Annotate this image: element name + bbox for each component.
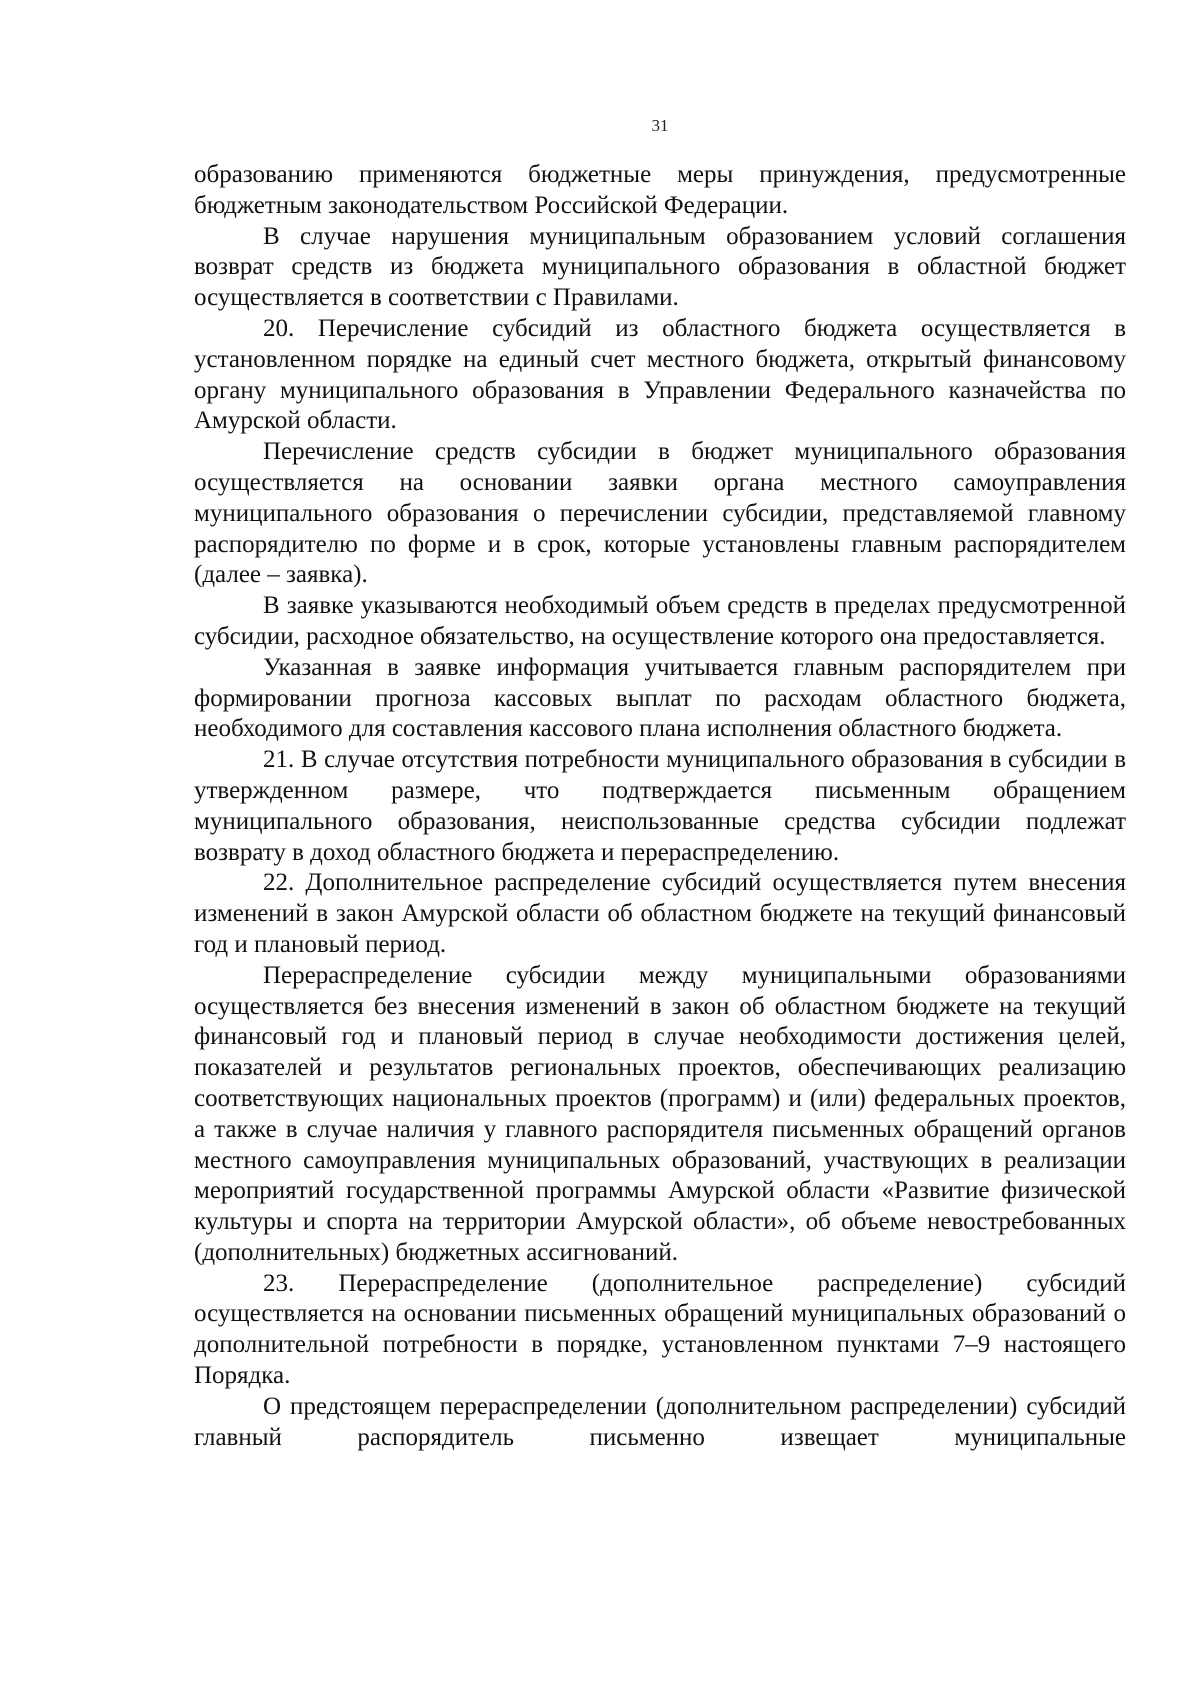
paragraph: В случае нарушения муниципальным образованием условий соглашения возврат средств из бюджета муниципального образования в областной бюджет осуществляется в соответствии с Правилами. xyxy=(194,222,1126,312)
paragraph: образованию применяются бюджетные меры принуждения, предусмотренные бюджетным законодательством Российской Федерации. xyxy=(194,161,1126,219)
paragraph: В заявке указываются необходимый объем средств в пределах предусмотренной субсидии, расходное обязательство, на осуществление которого она предоставляется. xyxy=(194,592,1126,650)
paragraph: Перераспределение субсидии между муниципальными образованиями осуществляется без внесения изменений в закон об областном бюджете на текущий финансовый год и плановый период в случае необходимости достижения целей, показателей и результатов региональных проектов, обеспечивающих реализацию соответствующих национальных проектов (программ) и (или) федеральных проектов, а также в случае наличия у главного распорядителя письменных обращений органов местного самоуправления муниципальных образований, участвующих в реализации мероприятий государственной программы Амурской области «Развитие физической культуры и спорта на территории Амурской области», об объеме невостребованных (дополнительных) бюджетных ассигнований. xyxy=(194,961,1126,1266)
paragraph-item-21: 21. В случае отсутствия потребности муниципального образования в субсидии в утвержденном размере, что подтверждается письменным обращением муниципального образования, неиспользованные средства субсидии подлежат возврату в доход областного бюджета и перераспределению. xyxy=(194,746,1126,866)
paragraph: Указанная в заявке информация учитывается главным распорядителем при формировании прогноза кассовых выплат по расходам областного бюджета, необходимого для составления кассового плана исполнения областного бюджета. xyxy=(194,653,1126,743)
paragraph: Перечисление средств субсидии в бюджет муниципального образования осуществляется на основании заявки органа местного самоуправления муниципального образования о перечислении субсидии, представляемой главному распорядителю по форме и в срок, которые установлены главным распорядителем (далее – заявка). xyxy=(194,438,1126,589)
paragraph-item-23: 23. Перераспределение (дополнительное распределение) субсидий осуществляется на основании письменных обращений муниципальных образований о дополнительной потребности в порядке, установленном пунктами 7–9 настоящего Порядка. xyxy=(194,1269,1126,1390)
paragraph-item-20: 20. Перечисление субсидий из областного бюджета осуществляется в установленном порядке на единый счет местного бюджета, открытый финансовому органу муниципального образования в Управлении Федерального казначейства по Амурской области. xyxy=(194,314,1126,435)
paragraph-continued: О предстоящем перераспределении (дополнительном распределении) субсидий главный распорядитель письменно извещает муниципальные xyxy=(194,1392,1126,1451)
paragraph-item-22: 22. Дополнительное распределение субсидий осуществляется путем внесения изменений в закон Амурской области об областном бюджете на текущий финансовый год и плановый период. xyxy=(194,869,1126,958)
page-number: 31 xyxy=(651,116,669,135)
document-body xyxy=(194,160,1126,1453)
